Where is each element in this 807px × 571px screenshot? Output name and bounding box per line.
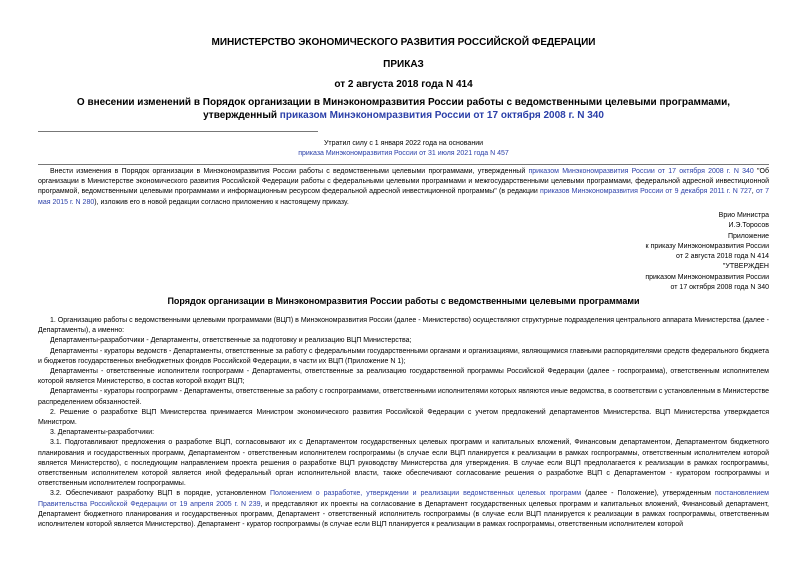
- status-divider: [38, 164, 769, 165]
- signature-name: И.Э.Торосов: [728, 222, 769, 230]
- approved-by: приказом Минэкономразвития России: [645, 273, 769, 281]
- intro-text-2: "Об организации в Министерстве экономического развития Российской Федерации работы с федеральными целевыми программами и межгосударственными целевыми программами, федеральной адресной инвестиционной программой, ведомственными целевыми программами и информационным ресурсом федеральной адресной инвестиционной программы" (в редакции: [38, 168, 769, 196]
- ministry-heading: МИНИСТЕРСТВО ЭКОНОМИЧЕСКОГО РАЗВИТИЯ РОССИЙСКОЙ ФЕДЕРАЦИИ: [211, 37, 596, 48]
- order-date-number: от 2 августа 2018 года N 414: [334, 79, 473, 90]
- status-note: [0, 139, 807, 159]
- body-paragraph: [38, 489, 769, 530]
- intro-text-1: Внести изменения в Порядок организации в Минэкономразвития России работы с ведомственными целевыми программами, утвержденный: [50, 168, 529, 175]
- approved-label: "УТВЕРЖДЕН: [722, 263, 769, 271]
- intro-link-order-340[interactable]: приказом Минэкономразвития России от 17 октября 2008 г. N 340: [528, 168, 754, 175]
- intro-link-order-727[interactable]: приказов Минэкономразвития России от 9 декабря 2011 г. N 727: [540, 188, 752, 196]
- body-paragraph: Департаменты - ответственные исполнители госпрограмм - Департаменты, ответственные за реализацию государственной программы Российской Федерации (далее - госпрограмма), ответственным исполнителем которой является Министерство, в состав которой входит ВЦП;: [38, 368, 769, 386]
- body-paragraph: 2. Решение о разработке ВЦП Министерства принимается Министром экономического развития Российской Федерации с учетом предложений департаментов Министерства. ВЦП Министерства утверждается Министром.: [38, 408, 769, 427]
- intro-link-order-280[interactable]: от 7 мая 2015 г. N 280: [38, 188, 770, 206]
- appendix-order-date: от 2 августа 2018 года N 414: [675, 253, 769, 261]
- p9-text-3: , и представляют их проекты на согласование в Департамент государственных целевых программ и капитальных вложений, Финансовый департамент, Департамент бюджетного планирования и государственных программ, Департамент - ответственный исполнитель госпрограммы (в случае если ВЦП планируется к реализации в рамках госпрограммы, ответственным исполнителем которой является Министерство). Департамент - куратор госпрограммы (в случае если ВЦП планируется к реализации в рамках госпрограммы, ответственным исполнителем которой: [38, 500, 769, 529]
- status-line-1: Утратил силу с 1 января 2022 года на основании: [323, 140, 484, 147]
- status-link[interactable]: приказа Минэкономразвития России от 31 июля 2021 года N 457: [298, 150, 509, 157]
- procedure-body: [38, 316, 769, 530]
- body-paragraph: 3. Департаменты-разработчики:: [50, 429, 155, 437]
- intro-text-4: ), изложив его в новой редакции согласно приложению к настоящему приказу.: [94, 198, 349, 206]
- signature-position: Врио Министра: [718, 212, 769, 219]
- body-paragraph: 1. Организацию работы с ведомственными целевыми программами (ВЦП) в Минэкономразвития России (далее - Министерство) осуществляют структурные подразделения центрального аппарата Министерства (далее - Департаменты), а именно:: [38, 317, 769, 335]
- body-paragraph: Департаменты - кураторы госпрограмм - Департаменты, ответственные за работу с госпрограммами, ответственными исполнителями которых являются иные ведомства, в соответствии с установленным в Министерстве распределением обязанностей.: [38, 388, 769, 406]
- approved-date: от 17 октября 2008 года N 340: [670, 284, 769, 292]
- p9-text-2: (далее - Положение), утвержденным: [581, 490, 716, 498]
- body-paragraph: Департаменты-разработчики - Департаменты, ответственные за подготовку и реализацию ВЦП Министерства;: [50, 337, 412, 345]
- appendix-label: Приложение: [727, 232, 769, 240]
- signature-block: [449, 211, 769, 293]
- government-resolution-link[interactable]: постановлением Правительства Российской Федерации от 19 апреля 2005 г. N 239: [38, 490, 769, 508]
- regulation-link[interactable]: Положением о разработке, утверждении и реализации ведомственных целевых программ: [269, 490, 582, 498]
- body-paragraph: 3.1. Подготавливают предложения о разработке ВЦП, согласовывают их с Департаментом государственных целевых программ и капитальных вложений, Финансовым департаментом, Департаментом бюджетного планирования и государственных программ, Департаментом - ответственным исполнителем госпрограммы (в случае если ВЦП планируется к реализации в рамках госпрограммы, ответственным исполнителем которой является Министерство), с последующим направлением проекта решения о разработке ВЦП руководству Министерства для утверждения. В случае если ВЦП предполагается к реализации в рамках госпрограммы, ответственным исполнителем которой является иной федеральный орган исполнительной власти, также обеспечивают согласование решения о разработке ВЦП с Департаментом - куратором госпрограммы и ответственным исполнителем госпрограммы.: [38, 439, 769, 488]
- order-title-text: О внесении изменений в Порядок организации в Минэкономразвития России работы с ведомственными целевыми программами, утвержденный: [76, 97, 731, 121]
- p9-text-1: 3.2. Обеспечивают разработку ВЦП в порядке, установленном: [50, 490, 270, 498]
- appendix-to-order: к приказу Минэкономразвития России: [645, 242, 769, 250]
- order-word: ПРИКАЗ: [383, 59, 424, 70]
- header-divider: [38, 131, 318, 132]
- order-title: [40, 96, 767, 122]
- order-title-link[interactable]: приказом Минэкономразвития России от 17 октября 2008 г. N 340: [279, 110, 604, 121]
- intro-paragraph: [38, 167, 769, 208]
- section-title: Порядок организации в Минэкономразвития России работы с ведомственными целевыми программами: [167, 296, 640, 306]
- body-paragraph: Департаменты - кураторы ведомств - Департаменты, ответственные за работу с федеральными государственными органами и организациями, являющимися главными распорядителями средств федерального бюджета и бюджетов государственных внебюджетных фондов Российской Федерации, в части их ВЦП (Приложение N 1);: [38, 347, 769, 365]
- intro-text-3: ,: [751, 188, 756, 196]
